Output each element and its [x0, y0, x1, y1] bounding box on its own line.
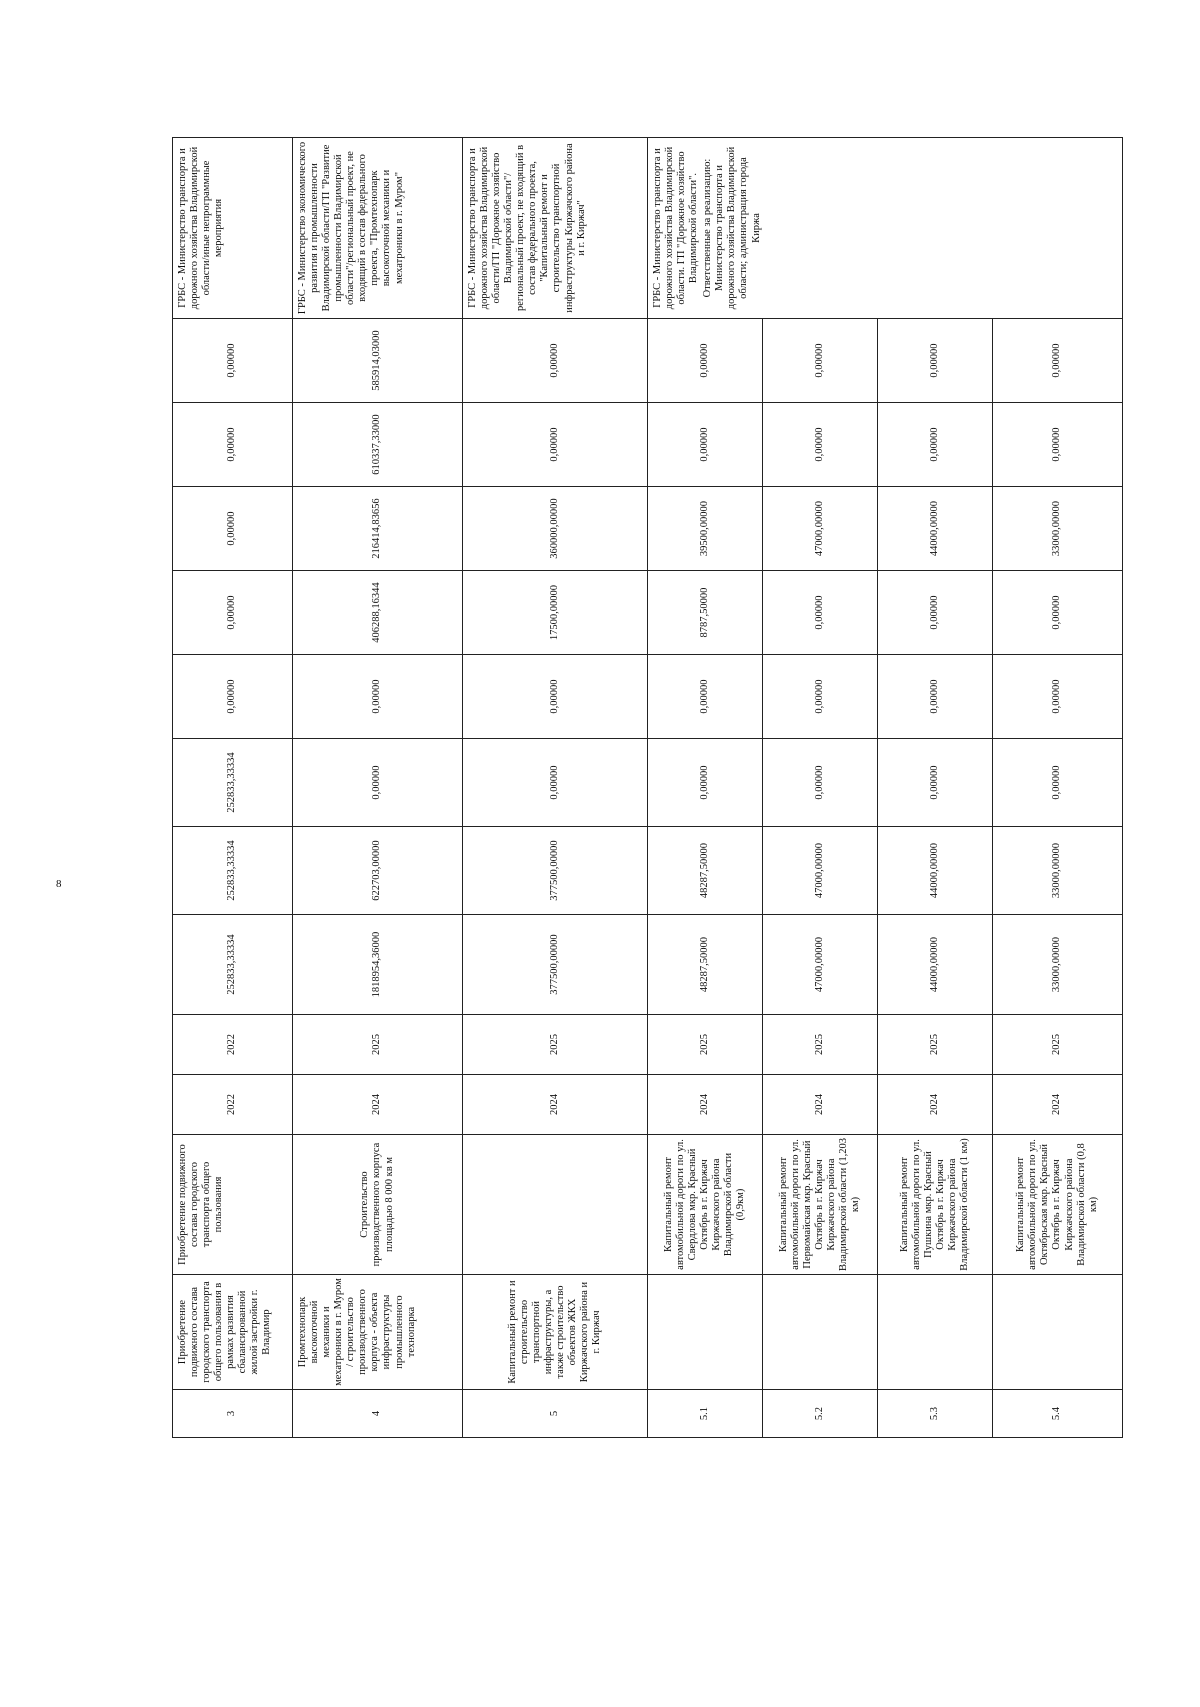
value-cell: 0,00000 — [173, 571, 293, 655]
end-year: 2025 — [648, 1015, 763, 1075]
value-cell: 48287,50000 — [648, 827, 763, 915]
row-number: 5.2 — [763, 1390, 878, 1438]
value-cell: 0,00000 — [763, 739, 878, 827]
measure-description: Приобретение подвижного состава городского транспорта общего пользования — [173, 1135, 293, 1275]
value-cell: 0,00000 — [763, 655, 878, 739]
page-number: 8 — [56, 878, 62, 890]
value-cell: 0,00000 — [993, 403, 1123, 487]
end-year: 2025 — [993, 1015, 1123, 1075]
value-cell: 0,00000 — [878, 655, 993, 739]
object-name: Промтехнопарк высокоточной механики и мехатроники в г. Муром / строительство производственного корпуса - объекта инфраструктуры промышленного технопарка — [293, 1275, 463, 1390]
value-cell: 39500,00000 — [648, 487, 763, 571]
row-number: 3 — [173, 1390, 293, 1438]
value-cell: 0,00000 — [463, 403, 648, 487]
value-cell: 610337,33000 — [293, 403, 463, 487]
start-year: 2024 — [463, 1075, 648, 1135]
end-year: 2025 — [763, 1015, 878, 1075]
value-cell: 377500,00000 — [463, 827, 648, 915]
grbs-note — [173, 138, 293, 319]
value-cell: 360000,00000 — [463, 487, 648, 571]
value-cell: 0,00000 — [463, 319, 648, 403]
object-name — [763, 1275, 878, 1390]
value-cell: 216414,83656 — [293, 487, 463, 571]
table-row — [173, 138, 293, 1438]
end-year: 2025 — [463, 1015, 648, 1075]
value-cell: 0,00000 — [648, 655, 763, 739]
start-year: 2024 — [648, 1075, 763, 1135]
value-cell: 252833,33334 — [173, 915, 293, 1015]
grbs-note — [463, 138, 648, 319]
grbs-text: ГРБС - Министерство транспорта и дорожного хозяйства Владимирской области/ГП "Дорожное хозяйство Владимирской области"/региональный проект, не входящий в состав федерального проекта, "Капитальный ремонт и строительство транспортной инфраструктуры Киржачского района и г. Киржач" — [467, 143, 587, 313]
value-cell: 33000,00000 — [993, 827, 1123, 915]
value-cell: 44000,00000 — [878, 487, 993, 571]
table-row — [878, 138, 993, 1438]
value-cell: 44000,00000 — [878, 915, 993, 1015]
row-number: 5.3 — [878, 1390, 993, 1438]
value-cell: 622703,00000 — [293, 827, 463, 915]
value-cell: 47000,00000 — [763, 487, 878, 571]
grbs-text: ГРБС - Министерство транспорта и дорожного хозяйства Владимирской области. ГП "Дорожное хозяйство Владимирской области". — [652, 146, 700, 310]
value-cell: 0,00000 — [648, 739, 763, 827]
value-cell: 33000,00000 — [993, 487, 1123, 571]
value-cell: 0,00000 — [763, 403, 878, 487]
value-cell: 0,00000 — [463, 655, 648, 739]
object-name: Капитальный ремонт и строительство транспортной инфраструктуры, а также строительство объектов ЖКХ Киржачского района и г. Киржач — [463, 1275, 648, 1390]
row-number: 5.4 — [993, 1390, 1123, 1438]
value-cell: 0,00000 — [763, 571, 878, 655]
measure-description: Капитальный ремонт автомобильной дороги по ул. Октябрьская мкр. Красный Октябрь в г. Киржач Киржачского района Владимирской области (0,8 км) — [993, 1135, 1123, 1275]
grbs-note — [648, 138, 1123, 319]
responsible-text: Ответственные за реализацию: Министерство транспорта и дорожного хозяйства Владимирской области; администрация города Киржа — [702, 146, 762, 310]
value-cell: 406288,16344 — [293, 571, 463, 655]
measure-description — [463, 1135, 648, 1275]
end-year: 2025 — [878, 1015, 993, 1075]
value-cell: 0,00000 — [648, 319, 763, 403]
value-cell: 33000,00000 — [993, 915, 1123, 1015]
measure-description: Капитальный ремонт автомобильной дороги по ул. Свердлова мкр. Красный Октябрь в г. Киржач Киржачского района Владимирской области (0,9км) — [648, 1135, 763, 1275]
row-number: 5 — [463, 1390, 648, 1438]
value-cell: 1818954,36000 — [293, 915, 463, 1015]
value-cell: 0,00000 — [993, 739, 1123, 827]
rotated-table-wrapper — [172, 138, 1122, 1438]
table-row — [648, 138, 763, 1438]
start-year: 2024 — [993, 1075, 1123, 1135]
value-cell: 0,00000 — [993, 571, 1123, 655]
measure-description: Капитальный ремонт автомобильной дороги по ул. Пушкина мкр. Красный Октябрь в г. Киржач Киржачского района Владимирской области (1 км) — [878, 1135, 993, 1275]
value-cell: 0,00000 — [878, 319, 993, 403]
grbs-text: ГРБС - Министерство экономического развития и промышленности Владимирской области/ГП "Развитие промышленности Владимирской области"/региональный проект, не входящий в состав федерального проекта, "Промтехнопарк высокоточной механики и мехатроники в г. Муром" — [297, 141, 405, 315]
value-cell: 0,00000 — [648, 403, 763, 487]
value-cell: 0,00000 — [878, 739, 993, 827]
end-year: 2025 — [293, 1015, 463, 1075]
row-number: 4 — [293, 1390, 463, 1438]
value-cell: 0,00000 — [463, 739, 648, 827]
value-cell: 17500,00000 — [463, 571, 648, 655]
end-year: 2022 — [173, 1015, 293, 1075]
start-year: 2024 — [763, 1075, 878, 1135]
start-year: 2024 — [293, 1075, 463, 1135]
value-cell: 0,00000 — [878, 403, 993, 487]
table-row — [463, 138, 648, 1438]
value-cell: 0,00000 — [293, 739, 463, 827]
object-name — [648, 1275, 763, 1390]
grbs-note — [293, 138, 463, 319]
object-name — [878, 1275, 993, 1390]
value-cell: 44000,00000 — [878, 827, 993, 915]
value-cell: 0,00000 — [878, 571, 993, 655]
start-year: 2024 — [878, 1075, 993, 1135]
value-cell: 0,00000 — [173, 655, 293, 739]
start-year: 2022 — [173, 1075, 293, 1135]
table-row — [993, 138, 1123, 1438]
value-cell: 47000,00000 — [763, 915, 878, 1015]
value-cell: 0,00000 — [173, 319, 293, 403]
object-name — [993, 1275, 1123, 1390]
grbs-text: ГРБС - Министерство транспорта и дорожного хозяйства Владимирской области/иные непрограммные мероприятия — [177, 146, 225, 310]
table-row — [293, 138, 463, 1438]
object-name: Приобретение подвижного состава городского транспорта общего пользования в рамках развития сбалансированной жилой застройки г. Владимир — [173, 1275, 293, 1390]
value-cell: 0,00000 — [293, 655, 463, 739]
measure-description: Капитальный ремонт автомобильной дороги по ул. Первомайская мкр. Красный Октябрь в г. Киржач Киржачского района Владимирской области (1,203 км) — [763, 1135, 878, 1275]
value-cell: 48287,50000 — [648, 915, 763, 1015]
value-cell: 47000,00000 — [763, 827, 878, 915]
value-cell: 0,00000 — [173, 403, 293, 487]
value-cell: 585914,03000 — [293, 319, 463, 403]
value-cell: 8787,50000 — [648, 571, 763, 655]
row-number: 5.1 — [648, 1390, 763, 1438]
program-table — [172, 137, 1123, 1438]
value-cell: 252833,33334 — [173, 827, 293, 915]
value-cell: 252833,33334 — [173, 739, 293, 827]
measure-description: Строительство производственного корпуса площадью 8 000 кв м — [293, 1135, 463, 1275]
value-cell: 0,00000 — [993, 655, 1123, 739]
table-row — [763, 138, 878, 1438]
value-cell: 0,00000 — [173, 487, 293, 571]
value-cell: 0,00000 — [993, 319, 1123, 403]
value-cell: 377500,00000 — [463, 915, 648, 1015]
value-cell: 0,00000 — [763, 319, 878, 403]
